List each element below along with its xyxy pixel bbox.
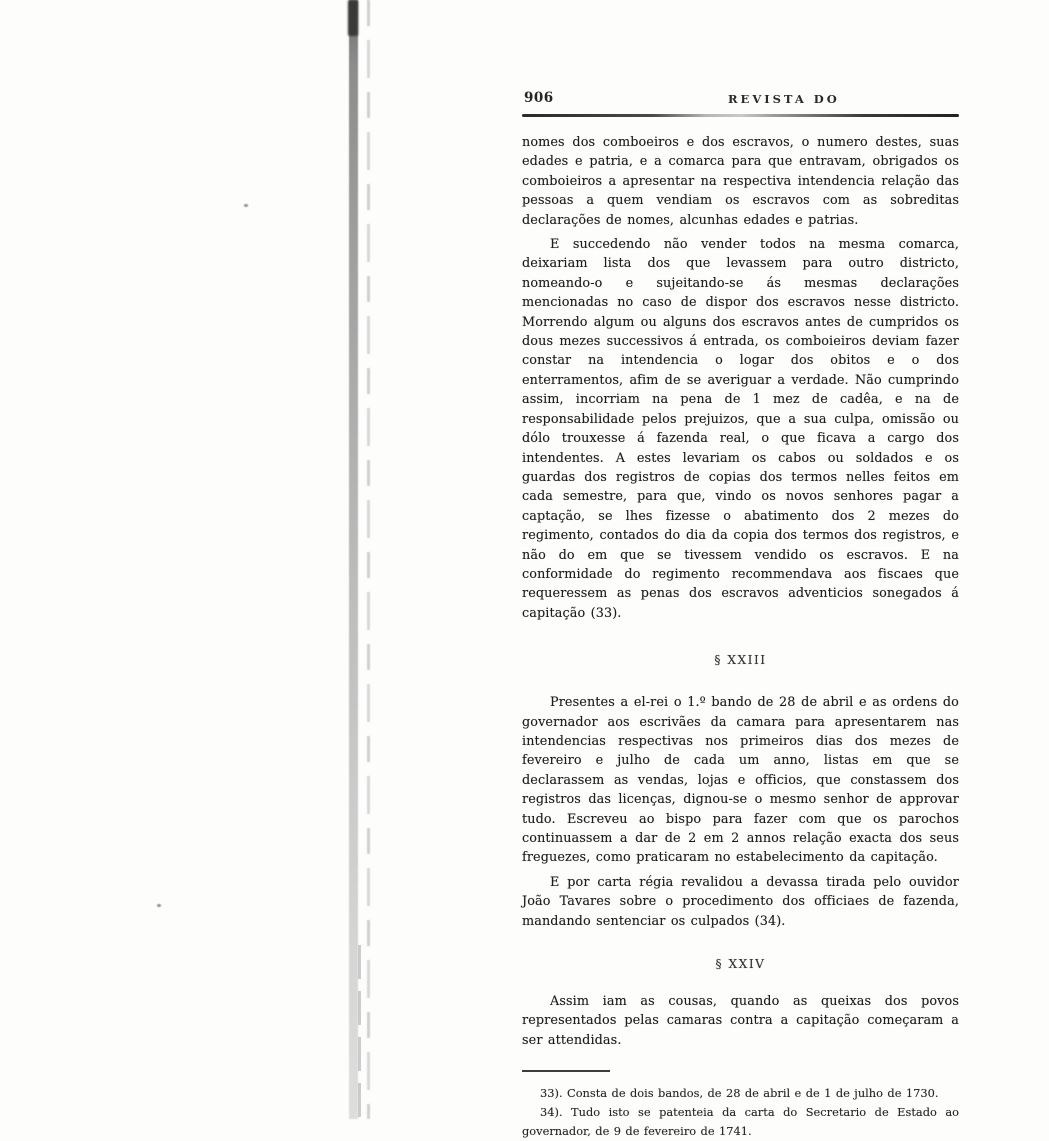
binding-fold-dark-mark	[348, 0, 358, 36]
section-heading-xxiv: § XXIV	[715, 957, 766, 972]
footnote-separator-rule	[522, 1070, 610, 1072]
page-number: 906	[524, 90, 554, 106]
footnotes	[522, 1084, 959, 1141]
running-title: REVISTA DO	[728, 92, 840, 106]
binding-fold-thin-line	[367, 0, 370, 1119]
body-text	[522, 133, 959, 1050]
header-rule	[522, 114, 959, 117]
scan-speck	[157, 904, 161, 907]
paragraph: Assim iam as cousas, quando as queixas dos povos representados pelas camaras contra a capitação começaram a ser attendidas.	[522, 994, 959, 1048]
page-header	[522, 90, 959, 114]
binding-fold-line	[349, 0, 358, 1119]
footnote: 34). Tudo isto se patenteia da carta do Secretario de Estado ao governador, de 9 de fevereiro de 1741.	[522, 1105, 959, 1139]
scan-speck	[244, 204, 248, 207]
paragraph-continuation: nomes dos comboeiros e dos escravos, o numero destes, suas edades e patria, e a comarca para que entravam, obrigados os comboieiros a apresentar na respectiva intendencia relação das pessoas a quem vendiam os escravos com as sobreditas declarações de nomes, alcunhas edades e patrias.	[522, 135, 959, 228]
text-column	[522, 90, 959, 1141]
paragraph: Presentes a el-rei o 1.º bando de 28 de abril e as ordens do governador aos escrivães da camara para apresentarem nas intendencias respectivas nos primeiros dias dos mezes de fevereiro e julho de cada um anno, listas em que se declarassem as vendas, lojas e officios, que constassem dos registros das licenças, dignou-se o mesmo senhor de approvar tudo. Escreveu ao bispo para fazer com que os parochos continuassem a dar de 2 em 2 annos relação exacta dos seus freguezes, como praticaram no estabelecimento da capitação.	[522, 695, 959, 866]
paragraph: E por carta régia revalidou a devassa tirada pelo ouvidor João Tavares sobre o procedimento dos officiaes de fazenda, mandando sentenciar os culpados (34).	[522, 874, 959, 929]
binding-fold-thin-line-bottom	[358, 945, 361, 1119]
section-heading-xxiii: § XXIII	[714, 653, 767, 668]
paragraph: E succedendo não vender todos na mesma comarca, deixariam lista dos que levassem para outro districto, nomeando-o e sujeitando-se ás mesmas declarações mencionadas no caso de dispor dos escravos nesse districto. Morrendo algum ou alguns dos escravos antes de cumpridos os dous mezes successivos á entrada, os comboieiros deviam fazer constar na intendencia o logar dos obitos e o dos enterramentos, afim de se averiguar a verdade. Não cumprindo assim, incorriam na pena de 1 mez de cadêa, e na de responsabilidade pelos prejuizos, que a sua culpa, omissão ou dólo trouxesse á fazenda real, o que ficava a cargo dos intendentes. A estes levariam os cabos ou soldados e os guardas dos registros de copias dos termos nelles feitos em cada semestre, para que, vindo os novos senhores pagar a captação, se lhes fizesse o abatimento dos 2 mezes do regimento, contados do dia da copia dos termos dos registros, e não do em que se tivessem vendido os escravos. E na conformidade do regimento recommendava aos fiscaes que requeressem as penas dos escravos adventicios sonegados á capitação (33).	[522, 237, 959, 621]
footnote: 33). Consta de dois bandos, de 28 de abril e de 1 de julho de 1730.	[540, 1086, 939, 1101]
